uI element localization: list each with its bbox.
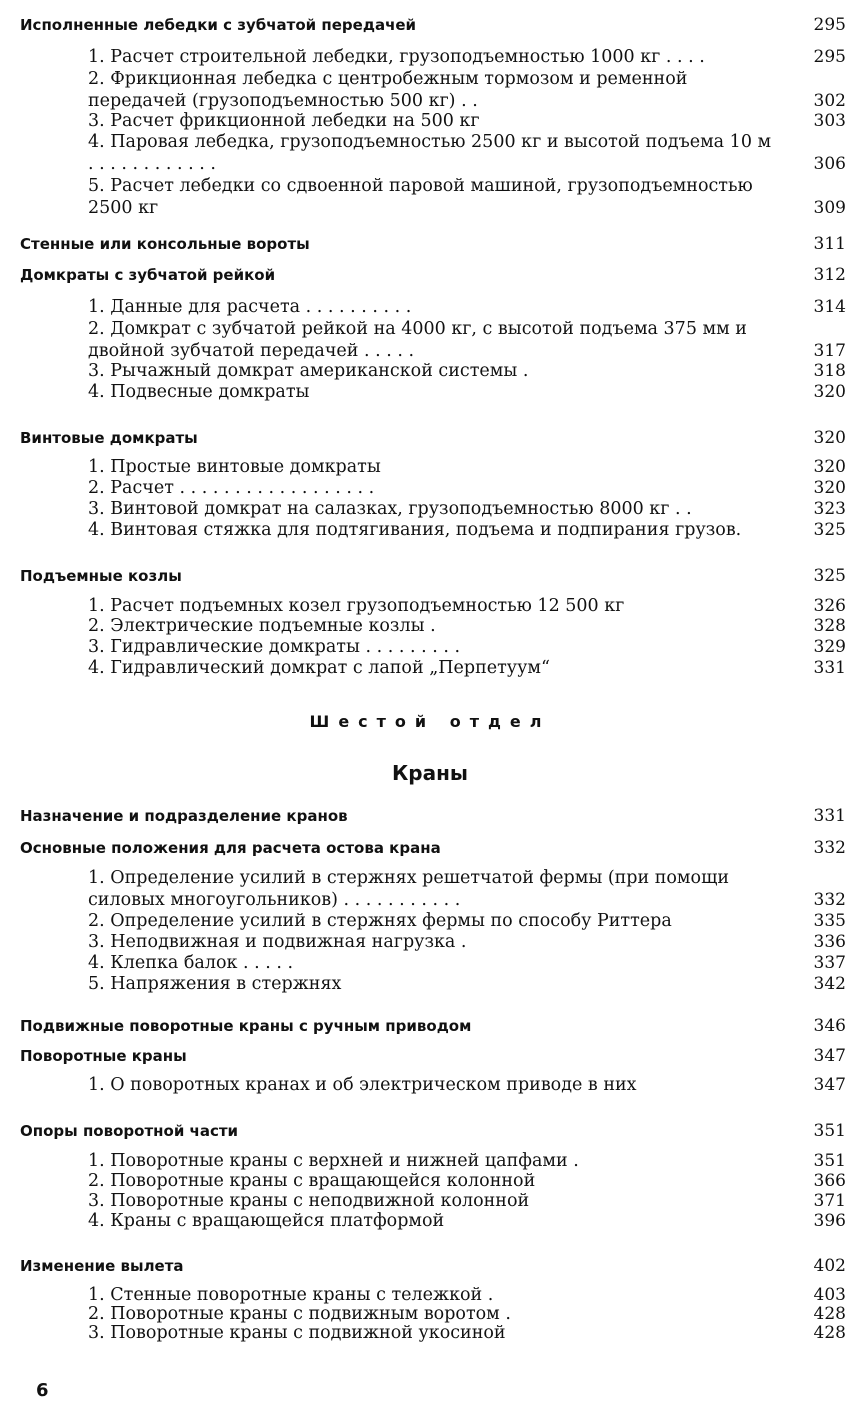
toc-heading: Исполненные лебедки с зубчатой передачей 295: [20, 15, 846, 35]
toc-entry: 2. Фрикционная лебедка с центробежным тормозом и ременной передачей (грузоподъемностью 500 кг) . . 302: [88, 69, 846, 111]
toc-entry: 1. Данные для расчета . . . . . . . . . . 314: [88, 297, 846, 317]
toc-heading: Винтовые домкраты 320: [20, 428, 846, 448]
toc-heading: Основные положения для расчета остова крана 332: [20, 838, 846, 858]
toc-entry: 5. Напряжения в стержнях 342: [88, 974, 846, 994]
toc-entry: 2. Поворотные краны с вращающейся колонной 366: [88, 1171, 846, 1191]
toc-heading: Подвижные поворотные краны с ручным приводом 346: [20, 1016, 846, 1036]
toc-entry: 1. Простые винтовые домкраты 320: [88, 457, 846, 477]
toc-entry: 4. Краны с вращающейся платформой 396: [88, 1211, 846, 1231]
toc-entry: 3. Рычажный домкрат американской системы . 318: [88, 361, 846, 381]
toc-entry: 1. Стенные поворотные краны с тележкой . 403: [88, 1285, 846, 1305]
toc-entry: 2. Поворотные краны с подвижным воротом . 428: [88, 1304, 846, 1324]
toc-entry: 1. Определение усилий в стержнях решетчатой фермы (при помощи силовых многоугольников) . . . . . . . . . . . 332: [88, 868, 846, 910]
toc-entry: 3. Поворотные краны с подвижной укосиной 428: [88, 1323, 846, 1343]
toc-entry: 2. Домкрат с зубчатой рейкой на 4000 кг, с высотой подъема 375 мм и двойной зубчатой передачей . . . . . 317: [88, 319, 846, 361]
toc-entry: 3. Гидравлические домкраты . . . . . . . . . 329: [88, 637, 846, 657]
toc-entry: 2. Определение усилий в стержнях фермы по способу Риттера 335: [88, 911, 846, 931]
toc-heading: Изменение вылета 402: [20, 1256, 846, 1276]
toc-entry: 1. Поворотные краны с верхней и нижней цапфами . 351: [88, 1151, 846, 1171]
toc-entry: 3. Неподвижная и подвижная нагрузка . 336: [88, 932, 846, 952]
page-number: 6: [36, 1380, 49, 1401]
toc-entry: 1. Расчет подъемных козел грузоподъемностью 12 500 кг 326: [88, 596, 846, 616]
toc-heading: Назначение и подразделение кранов 331: [20, 806, 846, 826]
toc-entry: 3. Расчет фрикционной лебедки на 500 кг 303: [88, 111, 846, 131]
toc-entry: 1. Расчет строительной лебедки, грузоподъемностью 1000 кг . . . . 295: [88, 47, 846, 67]
toc-entry: 1. О поворотных кранах и об электрическом приводе в них 347: [88, 1075, 846, 1095]
toc-entry: 4. Паровая лебедка, грузоподъемностью 2500 кг и высотой подъема 10 м . . . . . . . . . . . . 306: [88, 132, 846, 174]
toc-entry: 4. Клепка балок . . . . . 337: [88, 953, 846, 973]
toc-entry: 4. Винтовая стяжка для подтягивания, подъема и подпирания грузов. 325: [88, 520, 846, 540]
toc-entry: 2. Электрические подъемные козлы . 328: [88, 616, 846, 636]
toc-heading: Стенные или консольные вороты 311: [20, 234, 846, 254]
toc-entry: 3. Поворотные краны с неподвижной колонной 371: [88, 1191, 846, 1211]
toc-entry: 4. Подвесные домкраты 320: [88, 382, 846, 402]
toc-heading: Поворотные краны 347: [20, 1046, 846, 1066]
toc-heading: Домкраты с зубчатой рейкой 312: [20, 265, 846, 285]
toc-entry: 4. Гидравлический домкрат с лапой „Перпетуум“ 331: [88, 658, 846, 678]
part-label: Шестой отдел: [309, 712, 551, 731]
toc-entry: 3. Винтовой домкрат на салазках, грузоподъемностью 8000 кг . . 323: [88, 499, 846, 519]
toc-heading: Подъемные козлы 325: [20, 566, 846, 586]
toc-heading: Опоры поворотной части 351: [20, 1121, 846, 1141]
part-title: Краны: [391, 761, 469, 785]
toc-entry: 5. Расчет лебедки со сдвоенной паровой машиной, грузоподъемностью 2500 кг 309: [88, 176, 846, 218]
toc-entry: 2. Расчет . . . . . . . . . . . . . . . . . . 320: [88, 478, 846, 498]
